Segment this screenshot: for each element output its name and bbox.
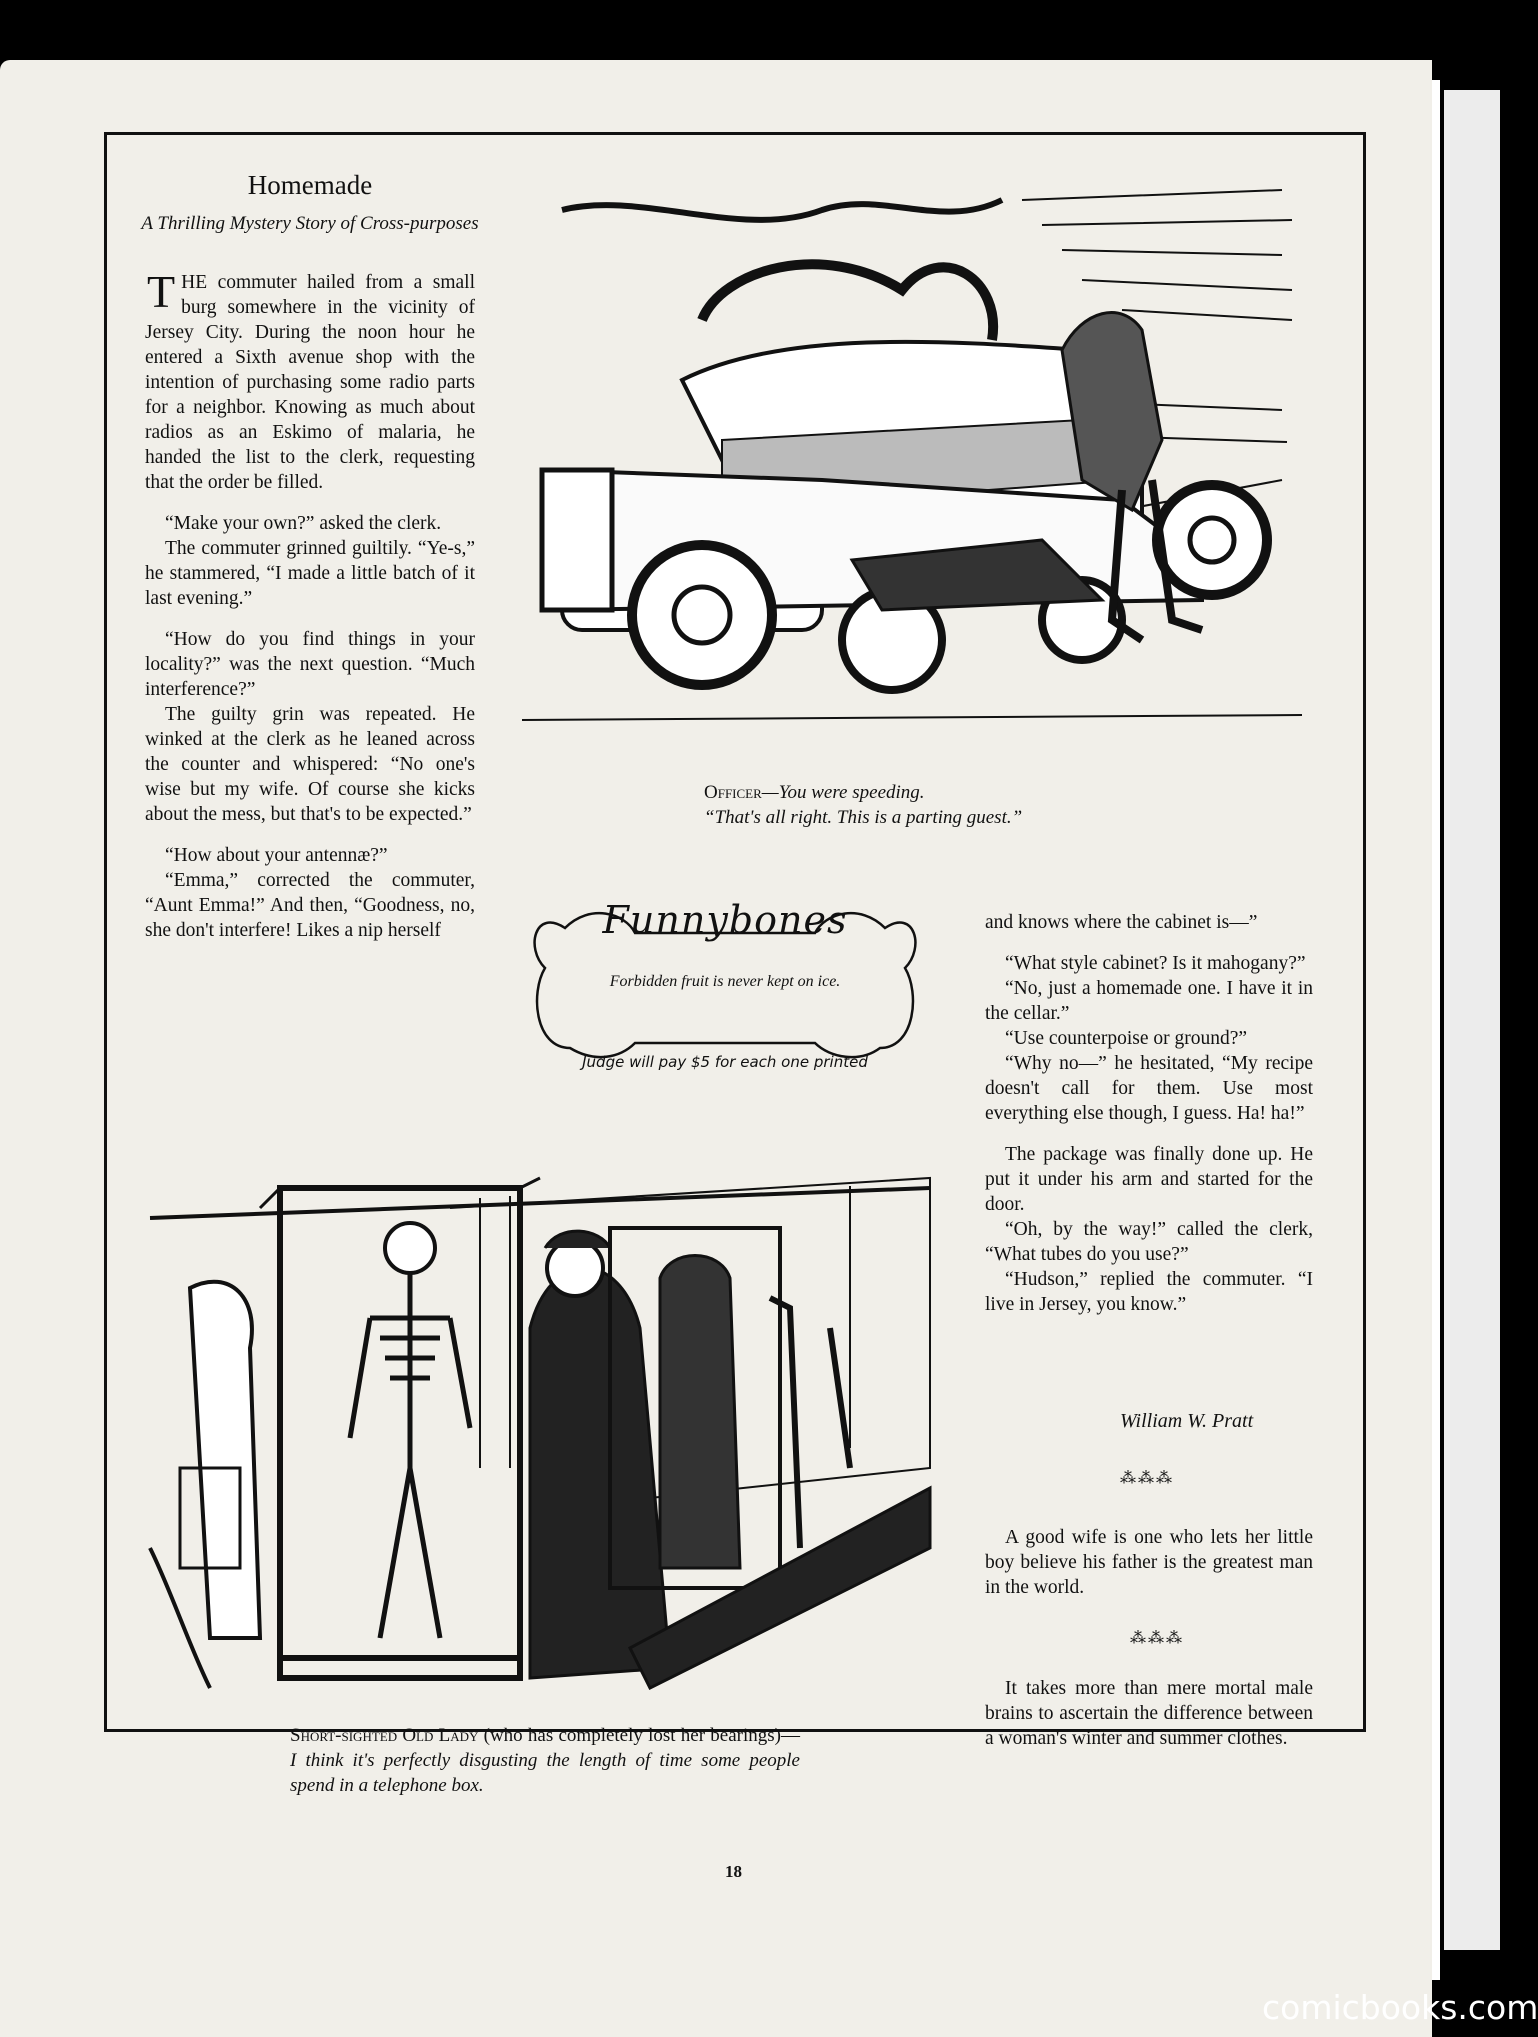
story-paragraph: “Use counterpoise or ground?” xyxy=(1005,1028,1248,1049)
story-paragraph: “What style cabinet? Is it mahogany?” xyxy=(1005,953,1306,974)
story-paragraph: “Oh, by the way!” called the clerk, “What tubes do you use?” xyxy=(985,1219,1313,1265)
story-paragraph: “How do you find things in your locality?” was the next question. “Much interference?” xyxy=(145,629,475,700)
page-number: 18 xyxy=(725,1862,742,1881)
car-cartoon-illustration xyxy=(522,180,1302,745)
caption-speech: —You were speeding. xyxy=(761,782,925,803)
museum-cartoon-caption xyxy=(290,1723,800,1798)
story-paragraph: “How about your antennæ?” xyxy=(165,845,388,866)
story-paragraph: “Why no—” he hesitated, “My recipe doesn't call for them. Use most everything else though, I guess. Ha! ha!” xyxy=(985,1053,1313,1124)
next-page-edge xyxy=(1444,90,1500,1950)
car-cartoon-caption xyxy=(704,780,1144,830)
story-paragraph: and knows where the cabinet is—” xyxy=(985,912,1258,933)
caption-aside: (who has completely lost her bearings)— xyxy=(478,1725,800,1746)
funnybones-joke: Forbidden fruit is never kept on ice. xyxy=(609,973,841,990)
story-paragraph: The package was finally done up. He put it under his arm and started for the door. xyxy=(985,1144,1313,1215)
story-paragraph: The guilty grin was repeated. He winked at the clerk as he leaned across the counter and whispered: “No one's wise but my wife. Of course she kicks about the mess, but that's to be expected.” xyxy=(145,704,475,825)
story-paragraph: “Emma,” corrected the commuter, “Aunt Emma!” And then, “Goodness, no, she don't interfere! Likes a nip herself xyxy=(145,870,475,941)
caption-speaker: Short-sighted Old Lady xyxy=(290,1725,479,1746)
separator-ornament: ⁂⁂⁂ xyxy=(1130,1630,1184,1647)
story-paragraph: THE commuter hailed from a small burg somewhere in the vicinity of Jersey City. During the noon hour he entered a Sixth avenue shop with the intention of purchasing some radio parts for a neighbor. Knowing as much about radios as an Eskimo of malaria, he handed the list to the clerk, requesting that the order be filled. xyxy=(145,266,475,493)
separator-ornament: ⁂⁂⁂ xyxy=(1120,1470,1174,1487)
story-paragraph: “No, just a homemade one. I have it in the cellar.” xyxy=(985,978,1313,1024)
story-right-column xyxy=(985,910,1313,1317)
funnybones-pay-line: Judge will pay $5 for each one printed xyxy=(582,1053,868,1071)
story-paragraph: The commuter grinned guiltily. “Ye-s,” he stammered, “I made a little batch of it last evening.” xyxy=(145,538,475,609)
funnybones-title: Funnybones xyxy=(602,898,848,942)
page-gutter xyxy=(1432,80,1440,1980)
filler-paragraph: It takes more than mere mortal male brains to ascertain the difference between a woman's winter and summer clothes. xyxy=(985,1678,1313,1749)
caption-speaker: Officer xyxy=(704,782,762,803)
story-left-column xyxy=(145,266,475,943)
story-paragraph: “Make your own?” asked the clerk. xyxy=(165,513,442,534)
caption-speech: I think it's perfectly disgusting the length of time some people spend in a telephone box. xyxy=(290,1750,800,1796)
filler-paragraph: A good wife is one who lets her little boy believe his father is the greatest man in the world. xyxy=(985,1527,1313,1598)
story-paragraph: “Hudson,” replied the commuter. “I live in Jersey, you know.” xyxy=(985,1269,1313,1315)
story-subtitle: A Thrilling Mystery Story of Cross-purposes xyxy=(141,213,479,234)
caption-line-2: “That's all right. This is a parting guest.” xyxy=(704,807,1023,828)
story-author: William W. Pratt xyxy=(1120,1410,1254,1432)
site-watermark: comicbooks.com xyxy=(1262,1988,1538,2027)
caption-line-1 xyxy=(704,780,1144,805)
funnybones-box xyxy=(525,898,925,1083)
drop-cap: T xyxy=(147,266,176,317)
story-title: Homemade xyxy=(247,170,373,200)
museum-cartoon-illustration xyxy=(150,1168,945,1728)
